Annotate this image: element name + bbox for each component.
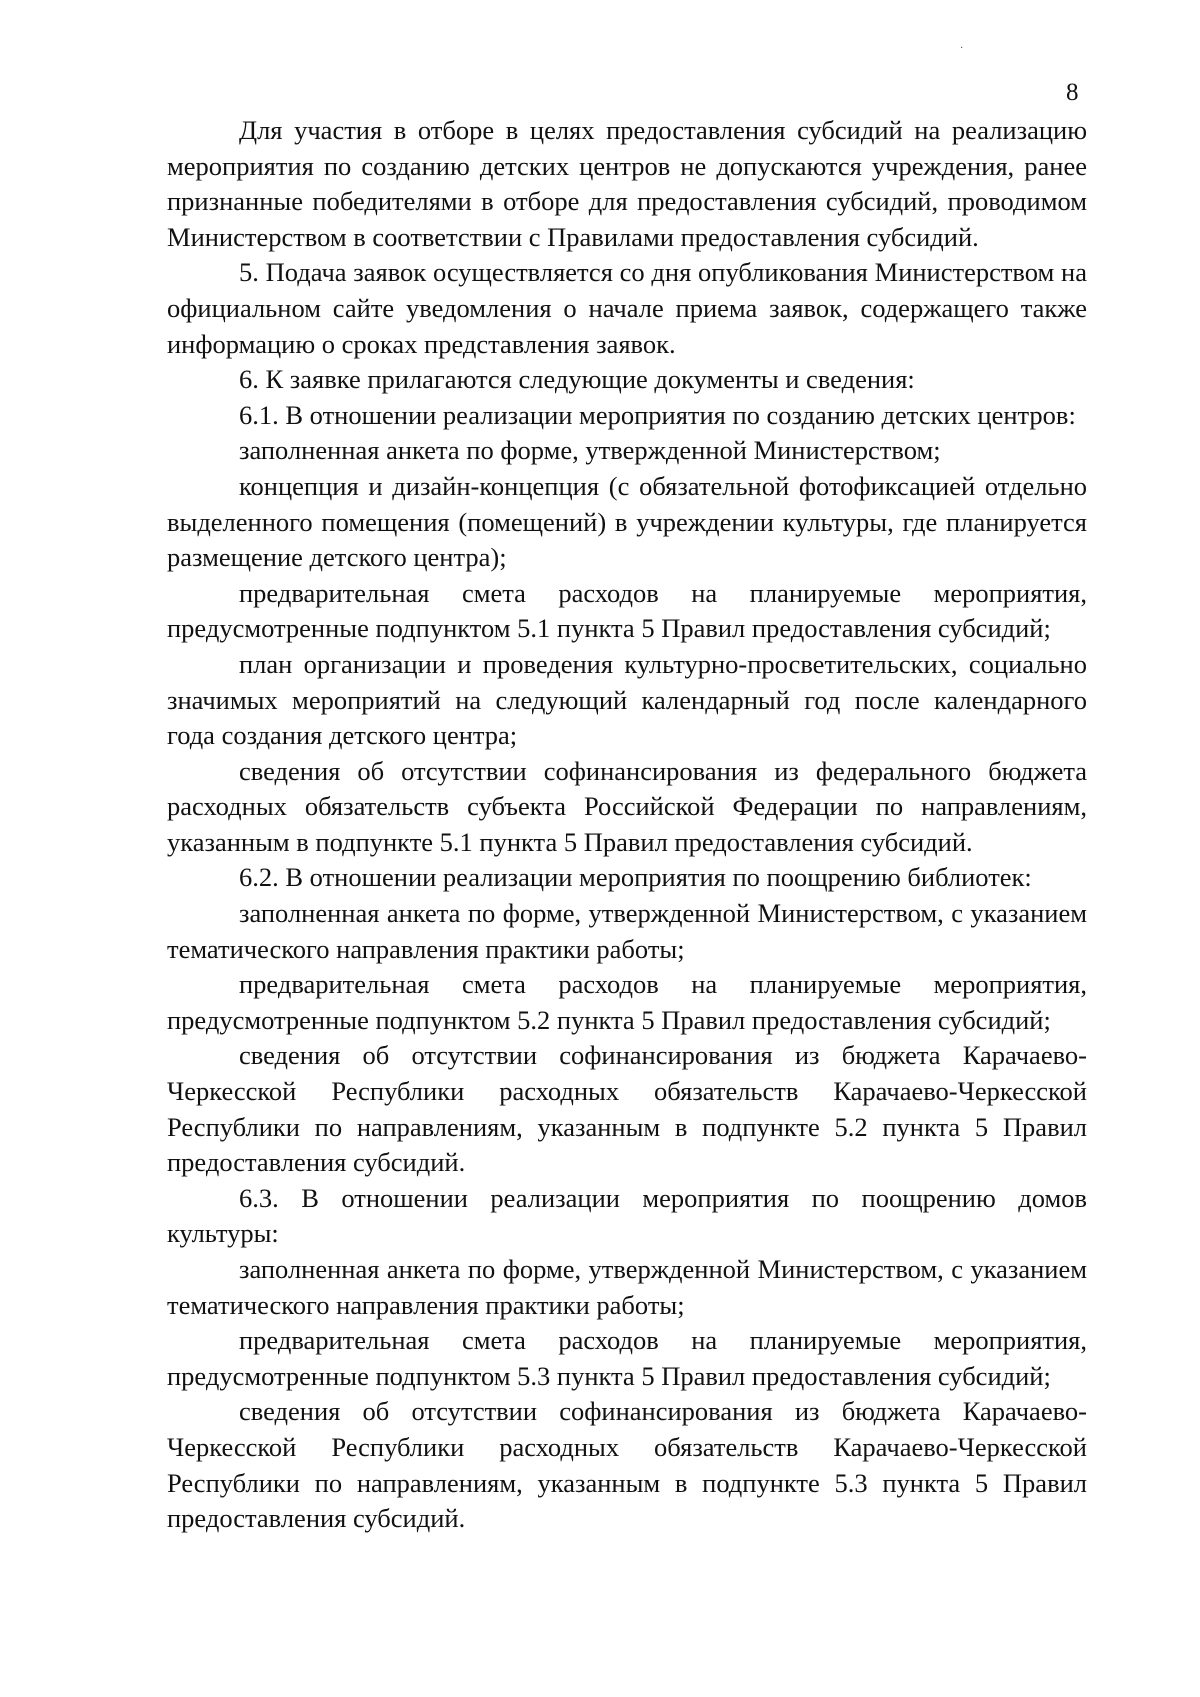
- list-item-cofinancing-info: сведения об отсутствии софинансирования из бюджета Карачаево-Черкесской Республики расходных обязательств Карачаево-Черкесской Республики по направлениям, указанным в подпункте 5.2 пункта 5 Правил предоставления субсидий.: [167, 1040, 1087, 1178]
- list-item-questionnaire: заполненная анкета по форме, утвержденной Министерством, с указанием тематического направления практики работы;: [167, 898, 1087, 964]
- document-body: [167, 113, 1087, 1537]
- list-item-cost-estimate: предварительная смета расходов на планируемые мероприятия, предусмотренные подпунктом 5.2 пункта 5 Правил предоставления субсидий;: [167, 969, 1087, 1035]
- paragraph-6-2-libraries: 6.2. В отношении реализации мероприятия по поощрению библиотек:: [239, 862, 1032, 893]
- paragraph-selection-exclusion: Для участия в отборе в целях предоставления субсидий на реализацию мероприятия по созданию детских центров не допускаются учреждения, ранее признанные победителями в отборе для предоставления субсидий, проводимом Министерством в соответствии с Правилами предоставления субсидий.: [167, 115, 1087, 252]
- page-number: 8: [1066, 79, 1079, 106]
- list-item-design-concept: концепция и дизайн-концепция (с обязательной фотофиксацией отдельно выделенного помещения (помещений) в учреждении культуры, где планируется размещение детского центра);: [167, 470, 1087, 573]
- list-item-cofinancing-info: сведения об отсутствии софинансирования из бюджета Карачаево-Черкесской Республики расходных обязательств Карачаево-Черкесской Республики по направлениям, указанным в подпункте 5.3 пункта 5 Правил предоставления субсидий.: [167, 1396, 1087, 1534]
- paragraph-5-application-submission: 5. Подача заявок осуществляется со дня опубликования Министерством на официальном сайте уведомления о начале приема заявок, содержащего также информацию о сроках представления заявок.: [167, 257, 1087, 359]
- list-item-cost-estimate: предварительная смета расходов на планируемые мероприятия, предусмотренные подпунктом 5.1 пункта 5 Правил предоставления субсидий;: [167, 577, 1087, 644]
- list-item-cost-estimate: предварительная смета расходов на планируемые мероприятия, предусмотренные подпунктом 5.3 пункта 5 Правил предоставления субсидий;: [167, 1325, 1087, 1391]
- list-item-questionnaire: заполненная анкета по форме, утвержденной Министерством, с указанием тематического направления практики работы;: [167, 1254, 1087, 1320]
- list-item-events-plan: план организации и проведения культурно-просветительских, социально значимых мероприятий на следующий календарный год после календарного года создания детского центра;: [167, 648, 1087, 751]
- paragraph-6-attached-documents: 6. К заявке прилагаются следующие документы и сведения:: [239, 364, 915, 395]
- scan-mark: ·: [960, 43, 964, 54]
- list-item-cofinancing-info: сведения об отсутствии софинансирования из федерального бюджета расходных обязательств субъекта Российской Федерации по направлениям, указанным в подпункте 5.1 пункта 5 Правил предоставления субсидий.: [167, 755, 1087, 857]
- paragraph-6-3-culture-houses: 6.3. В отношении реализации мероприятия по поощрению домов культуры:: [167, 1182, 1087, 1249]
- paragraph-6-1-children-centers: 6.1. В отношении реализации мероприятия по созданию детских центров:: [239, 399, 1076, 430]
- list-item-questionnaire: заполненная анкета по форме, утвержденной Министерством;: [239, 435, 941, 466]
